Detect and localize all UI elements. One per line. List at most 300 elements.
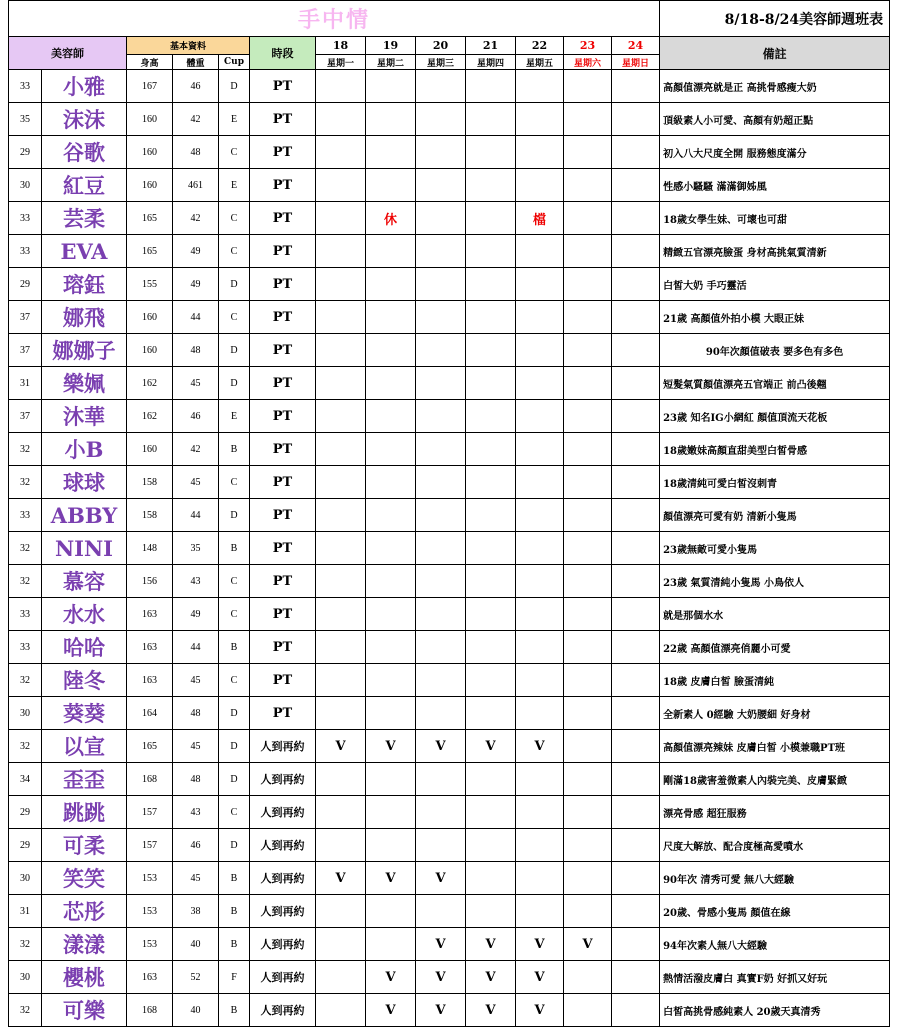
day-mark-cell	[612, 136, 660, 169]
age-cell: 33	[9, 202, 42, 235]
name-cell: 娜飛	[42, 301, 127, 334]
note-cell: 性感小騷騷 滿滿御姊風	[660, 169, 890, 202]
age-cell: 32	[9, 433, 42, 466]
shift-cell: PT	[250, 334, 316, 367]
day-mark-cell	[612, 994, 660, 1027]
cup-cell: B	[219, 631, 250, 664]
cup-cell: D	[219, 697, 250, 730]
age-cell: 37	[9, 334, 42, 367]
height-cell: 162	[127, 367, 173, 400]
day-mark-cell	[316, 136, 366, 169]
day-mark-cell: V	[366, 994, 416, 1027]
name-cell: 谷歌	[42, 136, 127, 169]
day-mark-cell: V	[516, 961, 564, 994]
table-row	[9, 433, 890, 466]
height-cell: 165	[127, 235, 173, 268]
day-weekday: 星期三	[416, 55, 466, 70]
cup-cell: D	[219, 499, 250, 532]
day-mark-cell	[516, 598, 564, 631]
cup-cell: D	[219, 334, 250, 367]
shift-cell: PT	[250, 268, 316, 301]
day-mark-cell	[564, 466, 612, 499]
day-mark-cell	[564, 895, 612, 928]
table-row	[9, 961, 890, 994]
day-mark-cell	[466, 301, 516, 334]
cup-cell: B	[219, 895, 250, 928]
day-mark-cell	[316, 499, 366, 532]
shift-cell: PT	[250, 301, 316, 334]
day-mark-cell	[466, 334, 516, 367]
day-mark-cell	[416, 664, 466, 697]
day-mark-cell	[564, 532, 612, 565]
height-cell: 162	[127, 400, 173, 433]
cup-cell: C	[219, 202, 250, 235]
age-cell: 34	[9, 763, 42, 796]
name-cell: 小B	[42, 433, 127, 466]
day-mark-cell	[366, 532, 416, 565]
age-cell: 33	[9, 631, 42, 664]
day-mark-cell	[516, 136, 564, 169]
day-mark-cell	[466, 367, 516, 400]
day-mark-cell	[466, 763, 516, 796]
table-row	[9, 334, 890, 367]
shift-cell: PT	[250, 103, 316, 136]
age-cell: 37	[9, 301, 42, 334]
day-mark-cell	[564, 697, 612, 730]
day-mark-cell: V	[466, 961, 516, 994]
height-cell: 157	[127, 829, 173, 862]
name-cell: 笑笑	[42, 862, 127, 895]
cup-cell: E	[219, 400, 250, 433]
height-cell: 165	[127, 730, 173, 763]
note-cell: 18歲女學生妹、可壞也可甜	[660, 202, 890, 235]
brand-title: 手中情	[9, 1, 660, 37]
day-mark-cell: V	[416, 994, 466, 1027]
table-row	[9, 235, 890, 268]
day-mark-cell	[366, 565, 416, 598]
day-mark-cell	[516, 367, 564, 400]
day-mark-cell	[612, 202, 660, 235]
day-mark-cell	[516, 532, 564, 565]
day-mark-cell	[564, 664, 612, 697]
day-mark-cell: V	[416, 928, 466, 961]
age-cell: 30	[9, 961, 42, 994]
name-cell: 芯彤	[42, 895, 127, 928]
cup-cell: C	[219, 301, 250, 334]
name-cell: 水水	[42, 598, 127, 631]
day-mark-cell	[466, 400, 516, 433]
day-mark-cell	[366, 235, 416, 268]
day-mark-cell	[564, 763, 612, 796]
table-row	[9, 829, 890, 862]
day-mark-cell	[416, 70, 466, 103]
day-mark-cell	[466, 499, 516, 532]
note-cell: 高顏值漂亮辣妹 皮膚白皙 小模兼職PT班	[660, 730, 890, 763]
day-mark-cell	[416, 400, 466, 433]
cup-cell: D	[219, 70, 250, 103]
day-mark-cell	[366, 928, 416, 961]
shift-cell: PT	[250, 631, 316, 664]
note-cell: 22歲 高顏值漂亮俏麗小可愛	[660, 631, 890, 664]
shift-cell: PT	[250, 466, 316, 499]
day-mark-cell	[316, 433, 366, 466]
day-mark-cell: V	[564, 928, 612, 961]
table-row	[9, 796, 890, 829]
day-date: 19	[366, 37, 416, 55]
height-cell: 163	[127, 664, 173, 697]
table-row	[9, 202, 890, 235]
weight-cell: 40	[173, 994, 219, 1027]
day-mark-cell	[316, 697, 366, 730]
name-cell: 慕容	[42, 565, 127, 598]
day-mark-cell	[416, 268, 466, 301]
height-cell: 157	[127, 796, 173, 829]
age-cell: 32	[9, 994, 42, 1027]
day-mark-cell	[564, 169, 612, 202]
name-cell: 可樂	[42, 994, 127, 1027]
day-mark-cell	[612, 631, 660, 664]
weight-cell: 461	[173, 169, 219, 202]
day-mark-cell	[366, 433, 416, 466]
shift-cell: PT	[250, 70, 316, 103]
day-mark-cell	[466, 268, 516, 301]
age-cell: 33	[9, 598, 42, 631]
day-mark-cell	[416, 136, 466, 169]
shift-cell: PT	[250, 598, 316, 631]
age-cell: 33	[9, 235, 42, 268]
cup-cell: B	[219, 532, 250, 565]
basic-info-header: 基本資料	[127, 37, 250, 55]
day-mark-cell: V	[416, 961, 466, 994]
day-date: 21	[466, 37, 516, 55]
day-mark-cell	[316, 565, 366, 598]
note-cell: 尺度大解放、配合度極高愛噴水	[660, 829, 890, 862]
age-cell: 30	[9, 697, 42, 730]
day-mark-cell	[564, 829, 612, 862]
day-mark-cell	[516, 664, 564, 697]
day-weekday-weekend: 星期六	[564, 55, 612, 70]
name-cell: EVA	[42, 235, 127, 268]
age-cell: 32	[9, 466, 42, 499]
day-mark-cell	[564, 862, 612, 895]
day-mark-cell: V	[416, 862, 466, 895]
day-mark-cell	[316, 334, 366, 367]
day-mark-cell	[516, 70, 564, 103]
weight-cell: 48	[173, 763, 219, 796]
day-mark-cell	[416, 829, 466, 862]
day-mark-cell	[564, 70, 612, 103]
age-cell: 33	[9, 70, 42, 103]
age-cell: 37	[9, 400, 42, 433]
height-cell: 153	[127, 862, 173, 895]
day-mark-cell	[612, 301, 660, 334]
day-mark-cell	[316, 268, 366, 301]
cup-cell: D	[219, 829, 250, 862]
day-mark-cell	[366, 697, 416, 730]
day-mark-cell	[612, 961, 660, 994]
day-mark-cell	[316, 202, 366, 235]
note-cell: 就是那個水水	[660, 598, 890, 631]
day-mark-cell	[564, 103, 612, 136]
day-mark-cell: V	[366, 961, 416, 994]
table-row	[9, 994, 890, 1027]
weight-cell: 43	[173, 565, 219, 598]
day-mark-cell	[466, 631, 516, 664]
day-mark-cell	[612, 70, 660, 103]
day-mark-cell	[366, 763, 416, 796]
day-mark-cell	[366, 136, 416, 169]
name-cell: 漾漾	[42, 928, 127, 961]
shift-header: 時段	[250, 37, 316, 70]
day-mark-cell	[516, 301, 564, 334]
weight-cell: 48	[173, 334, 219, 367]
weight-cell: 48	[173, 136, 219, 169]
weight-cell: 42	[173, 103, 219, 136]
day-mark-cell	[316, 169, 366, 202]
day-date-weekend: 24	[612, 37, 660, 55]
table-row	[9, 565, 890, 598]
table-row	[9, 664, 890, 697]
day-mark-cell	[416, 103, 466, 136]
height-cell: 163	[127, 631, 173, 664]
table-row	[9, 928, 890, 961]
shift-cell: PT	[250, 532, 316, 565]
height-cell: 160	[127, 433, 173, 466]
day-mark-cell	[612, 565, 660, 598]
age-cell: 35	[9, 103, 42, 136]
note-cell: 94年次素人無八大經驗	[660, 928, 890, 961]
day-mark-cell	[564, 433, 612, 466]
day-mark-cell: V	[466, 730, 516, 763]
day-mark-cell	[416, 895, 466, 928]
day-mark-cell	[564, 301, 612, 334]
note-cell: 21歲 高顏值外拍小模 大眼正妹	[660, 301, 890, 334]
note-cell: 高顏值漂亮就是正 高挑骨感瘦大奶	[660, 70, 890, 103]
day-mark-cell	[466, 697, 516, 730]
height-cell: 153	[127, 895, 173, 928]
day-mark-cell	[564, 961, 612, 994]
day-mark-cell	[366, 301, 416, 334]
day-mark-cell	[612, 730, 660, 763]
cup-header: Cup	[219, 55, 250, 70]
day-mark-cell	[612, 334, 660, 367]
shift-cell: 人到再約	[250, 796, 316, 829]
day-mark-cell	[516, 565, 564, 598]
day-mark-cell	[516, 499, 564, 532]
beautician-header: 美容師	[9, 37, 127, 70]
day-mark-cell	[366, 499, 416, 532]
day-mark-cell	[366, 796, 416, 829]
weight-cell: 46	[173, 70, 219, 103]
weight-cell: 45	[173, 466, 219, 499]
shift-cell: 人到再約	[250, 961, 316, 994]
shift-cell: 人到再約	[250, 763, 316, 796]
age-cell: 32	[9, 532, 42, 565]
day-mark-cell	[416, 301, 466, 334]
day-mark-cell: V	[466, 994, 516, 1027]
name-cell: 沐華	[42, 400, 127, 433]
day-mark-cell	[516, 796, 564, 829]
day-mark-cell	[612, 433, 660, 466]
age-cell: 32	[9, 565, 42, 598]
table-row	[9, 268, 890, 301]
day-mark-cell	[612, 466, 660, 499]
height-cell: 160	[127, 169, 173, 202]
table-row	[9, 136, 890, 169]
day-mark-cell	[564, 631, 612, 664]
cup-cell: E	[219, 169, 250, 202]
week-title: 8/18-8/24美容師週班表	[660, 1, 890, 37]
note-cell: 23歲 知名IG小網紅 顏值頂流天花板	[660, 400, 890, 433]
day-mark-cell	[516, 235, 564, 268]
day-mark-cell	[366, 103, 416, 136]
day-mark-cell	[466, 598, 516, 631]
day-mark-cell: 檔	[516, 202, 564, 235]
day-mark-cell	[612, 928, 660, 961]
day-mark-cell	[416, 334, 466, 367]
note-cell: 23歲 氣質清純小隻馬 小鳥依人	[660, 565, 890, 598]
day-mark-cell	[466, 565, 516, 598]
day-mark-cell	[516, 169, 564, 202]
day-weekday: 星期四	[466, 55, 516, 70]
age-cell: 31	[9, 367, 42, 400]
day-mark-cell	[466, 532, 516, 565]
shift-cell: PT	[250, 367, 316, 400]
weight-cell: 40	[173, 928, 219, 961]
weight-cell: 49	[173, 235, 219, 268]
day-mark-cell	[316, 928, 366, 961]
day-mark-cell: V	[316, 730, 366, 763]
name-cell: 樂姵	[42, 367, 127, 400]
day-mark-cell	[466, 136, 516, 169]
note-cell: 漂亮骨感 超狂服務	[660, 796, 890, 829]
note-cell: 白皙大奶 手巧靈活	[660, 268, 890, 301]
shift-cell: 人到再約	[250, 829, 316, 862]
day-mark-cell	[316, 664, 366, 697]
day-mark-cell	[612, 895, 660, 928]
weight-cell: 44	[173, 631, 219, 664]
day-mark-cell	[316, 532, 366, 565]
cup-cell: B	[219, 994, 250, 1027]
day-mark-cell: V	[466, 928, 516, 961]
day-mark-cell	[416, 763, 466, 796]
shift-cell: 人到再約	[250, 895, 316, 928]
name-cell: 球球	[42, 466, 127, 499]
table-row	[9, 70, 890, 103]
day-mark-cell: V	[516, 730, 564, 763]
day-mark-cell	[564, 334, 612, 367]
note-cell: 熱情活潑皮膚白 真實F奶 好抓又好玩	[660, 961, 890, 994]
day-mark-cell	[564, 235, 612, 268]
shift-cell: 人到再約	[250, 730, 316, 763]
age-cell: 29	[9, 136, 42, 169]
shift-cell: PT	[250, 136, 316, 169]
height-cell: 163	[127, 961, 173, 994]
day-mark-cell	[564, 400, 612, 433]
day-mark-cell: V	[416, 730, 466, 763]
day-mark-cell	[316, 796, 366, 829]
day-mark-cell	[516, 103, 564, 136]
day-mark-cell	[466, 433, 516, 466]
age-cell: 32	[9, 664, 42, 697]
day-mark-cell	[466, 862, 516, 895]
day-mark-cell	[366, 367, 416, 400]
cup-cell: E	[219, 103, 250, 136]
day-date: 22	[516, 37, 564, 55]
header-row-dates	[9, 37, 890, 55]
weight-cell: 46	[173, 400, 219, 433]
cup-cell: D	[219, 367, 250, 400]
day-date: 20	[416, 37, 466, 55]
day-mark-cell	[316, 301, 366, 334]
day-mark-cell	[564, 565, 612, 598]
shift-cell: PT	[250, 499, 316, 532]
day-mark-cell	[612, 103, 660, 136]
day-mark-cell	[516, 895, 564, 928]
day-mark-cell	[316, 400, 366, 433]
day-mark-cell	[564, 994, 612, 1027]
note-cell: 顏值漂亮可愛有奶 清新小隻馬	[660, 499, 890, 532]
height-cell: 164	[127, 697, 173, 730]
table-row	[9, 466, 890, 499]
cup-cell: C	[219, 598, 250, 631]
cup-cell: C	[219, 664, 250, 697]
name-cell: 芸柔	[42, 202, 127, 235]
shift-cell: PT	[250, 565, 316, 598]
day-mark-cell	[316, 103, 366, 136]
cup-cell: D	[219, 763, 250, 796]
day-mark-cell	[516, 697, 564, 730]
shift-cell: PT	[250, 433, 316, 466]
table-row	[9, 499, 890, 532]
day-mark-cell	[466, 466, 516, 499]
day-mark-cell	[564, 499, 612, 532]
day-mark-cell	[564, 796, 612, 829]
table-row	[9, 697, 890, 730]
day-mark-cell	[466, 202, 516, 235]
shift-cell: 人到再約	[250, 994, 316, 1027]
age-cell: 29	[9, 268, 42, 301]
day-mark-cell	[416, 631, 466, 664]
day-mark-cell	[564, 598, 612, 631]
note-cell: 初入八大尺度全開 服務態度滿分	[660, 136, 890, 169]
shift-cell: 人到再約	[250, 862, 316, 895]
cup-cell: F	[219, 961, 250, 994]
weight-cell: 49	[173, 268, 219, 301]
weight-cell: 44	[173, 301, 219, 334]
cup-cell: D	[219, 730, 250, 763]
day-mark-cell	[416, 796, 466, 829]
day-mark-cell	[466, 235, 516, 268]
height-header: 身高	[127, 55, 173, 70]
cup-cell: C	[219, 796, 250, 829]
weight-cell: 52	[173, 961, 219, 994]
note-cell: 白皙高挑骨感純素人 20歲天真清秀	[660, 994, 890, 1027]
day-mark-cell	[612, 268, 660, 301]
age-cell: 30	[9, 862, 42, 895]
day-mark-cell	[466, 829, 516, 862]
day-mark-cell	[366, 598, 416, 631]
day-mark-cell	[466, 796, 516, 829]
day-mark-cell: V	[366, 862, 416, 895]
day-mark-cell	[316, 367, 366, 400]
table-row	[9, 103, 890, 136]
day-mark-cell	[316, 763, 366, 796]
table-row	[9, 598, 890, 631]
day-mark-cell	[466, 70, 516, 103]
name-cell: 可柔	[42, 829, 127, 862]
name-cell: 跳跳	[42, 796, 127, 829]
